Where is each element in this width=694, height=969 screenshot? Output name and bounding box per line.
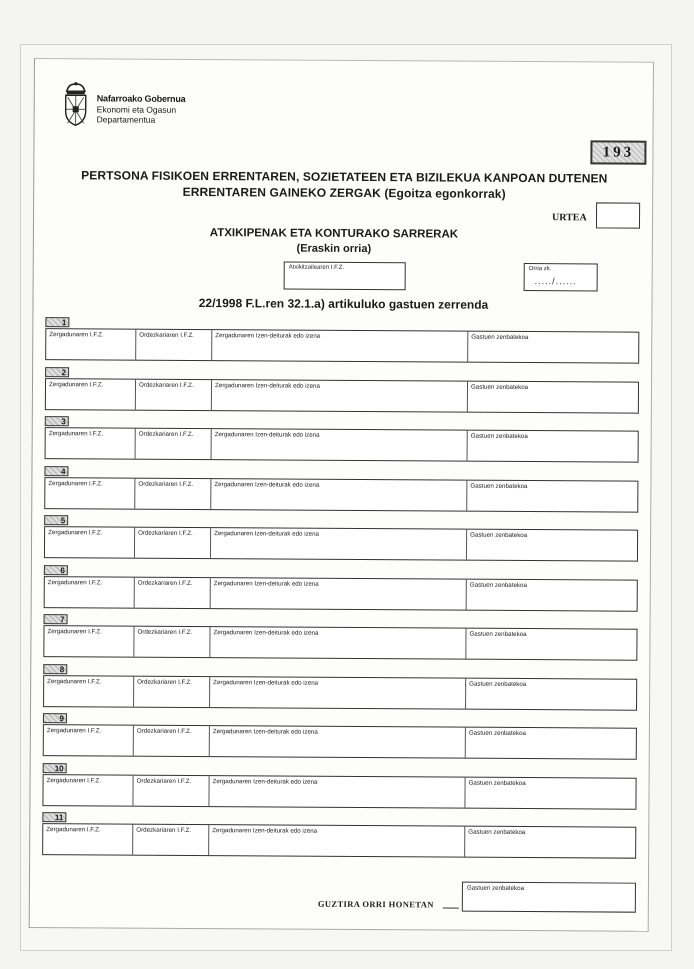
row-cell-label: Ordezkariaren I.F.Z.	[139, 331, 195, 339]
row-cell-c1[interactable]	[45, 577, 135, 608]
org-dept-line-2: Departamentua	[96, 114, 156, 125]
section-title: ATXIKIPENAK ETA KONTURAKO SARRERAK	[209, 227, 459, 241]
row-cell-c3[interactable]	[212, 330, 468, 362]
row-cell-label: Zergadunaren I.F.Z.	[48, 381, 104, 389]
row-cell-c2[interactable]	[136, 429, 212, 459]
row-cell-label: Gastuen zenbatekoa	[468, 779, 526, 788]
total-leader-line	[443, 908, 459, 909]
form-title	[54, 167, 634, 203]
row-cell-label: Ordezkariaren I.F.Z.	[136, 826, 191, 834]
row-cell-label: Ordezkariaren I.F.Z.	[137, 579, 193, 587]
year-field[interactable]	[596, 202, 640, 228]
row-cell-c2[interactable]	[134, 677, 210, 707]
org-name: Nafarroako Gobernua	[96, 93, 186, 104]
year-label: URTEA	[552, 212, 587, 224]
row-cell-label: Ordezkariaren I.F.Z.	[138, 430, 194, 438]
expense-row	[45, 378, 639, 414]
sheet-number-label: Orria zk.	[528, 266, 552, 273]
row-number-tag: 2	[45, 367, 69, 377]
expense-list-title: 22/1998 F.L.ren 32.1.a) artikuluko gastuen zerrenda	[198, 296, 489, 312]
row-cell-c2[interactable]	[133, 776, 209, 806]
sheet-number-value: ...../......	[534, 276, 577, 287]
form-code-badge: 193	[590, 140, 646, 164]
row-cell-c1[interactable]	[45, 527, 135, 558]
expense-row	[43, 625, 637, 661]
row-cell-c4[interactable]	[468, 431, 639, 462]
navarra-coat-of-arms-icon	[61, 81, 91, 131]
row-cell-label: Gastuen zenbatekoa	[469, 630, 527, 639]
expense-row	[44, 526, 638, 562]
row-cell-label: Zergadunaren Izen-deiturak edo izena	[213, 679, 319, 687]
row-cell-label: Gastuen zenbatekoa	[468, 729, 527, 738]
row-cell-c1[interactable]	[46, 329, 136, 360]
row-cell-c2[interactable]	[135, 528, 211, 558]
row-number-tag: 3	[45, 416, 69, 426]
row-number-tag: 1	[45, 317, 69, 327]
row-cell-c1[interactable]	[44, 626, 134, 657]
expense-row	[45, 427, 639, 463]
row-cell-label: Zergadunaren I.F.Z.	[48, 529, 103, 537]
expense-row	[44, 576, 638, 612]
row-cell-c4[interactable]	[466, 629, 637, 660]
total-amount-label: Gastuen zenbatekoa	[466, 884, 525, 893]
row-number-tag: 4	[44, 466, 68, 476]
form-title-line-2: ERRENTAREN GAINEKO ZERGAK (Egoitza egonkorrak)	[182, 184, 506, 201]
row-cell-label: Zergadunaren Izen-deiturak edo izena	[213, 629, 319, 637]
row-cell-c2[interactable]	[134, 627, 210, 657]
row-cell-c2[interactable]	[134, 726, 210, 756]
row-cell-c3[interactable]	[211, 528, 467, 560]
row-cell-c2[interactable]	[136, 330, 212, 360]
row-cell-label: Gastuen zenbatekoa	[470, 383, 529, 392]
row-cell-c4[interactable]	[466, 728, 637, 759]
row-cell-c3[interactable]	[211, 578, 467, 610]
withholder-nif-field[interactable]	[284, 262, 406, 291]
org-department	[97, 104, 207, 125]
withholder-nif-label: Atxikitzailearen I.F.Z.	[288, 264, 345, 271]
row-cell-label: Ordezkariaren I.F.Z.	[138, 381, 194, 389]
row-cell-label: Gastuen zenbatekoa	[471, 333, 529, 342]
row-cell-label: Zergadunaren Izen-deiturak edo izena	[213, 580, 319, 588]
row-cell-c3[interactable]	[210, 677, 466, 709]
row-cell-label: Zergadunaren I.F.Z.	[48, 430, 104, 438]
total-amount-field[interactable]	[462, 882, 636, 913]
row-cell-label: Zergadunaren I.F.Z.	[46, 727, 102, 735]
row-cell-label: Zergadunaren Izen-deiturak edo izena	[212, 827, 318, 835]
row-cell-label: Gastuen zenbatekoa	[470, 531, 528, 540]
row-cell-label: Gastuen zenbatekoa	[468, 828, 526, 837]
row-cell-label: Zergadunaren Izen-deiturak edo izena	[214, 530, 320, 538]
sheet-number-field[interactable]	[524, 263, 598, 291]
row-cell-c4[interactable]	[466, 679, 637, 710]
row-cell-label: Zergadunaren I.F.Z.	[48, 480, 103, 488]
row-cell-c4[interactable]	[467, 481, 638, 512]
row-cell-c3[interactable]	[209, 776, 465, 808]
row-cell-c2[interactable]	[133, 825, 209, 855]
row-number-tag: 7	[44, 614, 68, 624]
row-cell-label: Ordezkariaren I.F.Z.	[138, 529, 193, 537]
row-cell-c1[interactable]	[43, 824, 133, 855]
row-number-tag: 8	[43, 664, 67, 674]
total-label: GUZTIRA ORRI HONETAN	[317, 898, 434, 910]
row-cell-label: Ordezkariaren I.F.Z.	[136, 727, 192, 735]
row-cell-c1[interactable]	[43, 775, 133, 806]
expense-row	[42, 774, 636, 810]
row-cell-label: Zergadunaren I.F.Z.	[49, 331, 104, 339]
section-subtitle: (Eraskin orria)	[296, 242, 372, 256]
row-number-tag: 10	[43, 763, 67, 773]
row-cell-c4[interactable]	[467, 530, 638, 561]
row-cell-c3[interactable]	[212, 429, 468, 461]
row-cell-c3[interactable]	[211, 479, 467, 511]
row-cell-label: Gastuen zenbatekoa	[470, 432, 528, 441]
row-cell-c2[interactable]	[135, 479, 211, 509]
tax-form-page	[29, 58, 654, 932]
row-cell-label: Zergadunaren Izen-deiturak edo izena	[214, 481, 320, 489]
row-cell-c4[interactable]	[467, 580, 638, 611]
expense-row	[43, 724, 637, 760]
row-cell-c3[interactable]	[210, 726, 466, 758]
row-cell-c3[interactable]	[209, 825, 465, 857]
row-cell-label: Zergadunaren I.F.Z.	[47, 628, 102, 636]
row-cell-c4[interactable]	[468, 332, 639, 363]
row-cell-c2[interactable]	[135, 578, 211, 608]
row-cell-label: Gastuen zenbatekoa	[470, 482, 528, 491]
row-cell-c3[interactable]	[210, 627, 466, 659]
row-cell-c4[interactable]	[468, 382, 639, 413]
row-cell-c4[interactable]	[465, 778, 636, 809]
row-cell-label: Gastuen zenbatekoa	[469, 680, 527, 689]
row-cell-c3[interactable]	[212, 380, 468, 412]
row-cell-label: Zergadunaren I.F.Z.	[46, 826, 101, 834]
row-cell-c1[interactable]	[44, 676, 134, 707]
row-number-tag: 6	[44, 565, 68, 575]
row-cell-label: Zergadunaren I.F.Z.	[47, 678, 102, 686]
row-cell-label: Gastuen zenbatekoa	[469, 581, 527, 590]
row-cell-label: Zergadunaren I.F.Z.	[47, 579, 103, 587]
row-cell-c1[interactable]	[46, 428, 136, 459]
row-cell-label: Ordezkariaren I.F.Z.	[137, 628, 193, 636]
row-cell-label: Zergadunaren Izen-deiturak edo izena	[212, 778, 318, 786]
org-dept-line-1: Ekonomi eta Ogasun	[96, 104, 177, 115]
row-number-tag: 9	[43, 713, 67, 723]
row-cell-label: Zergadunaren Izen-deiturak edo izena	[212, 728, 318, 736]
form-title-line-1: PERTSONA FISIKOEN ERRENTAREN, SOZIETATEEN ETA BIZILEKUA KANPOAN DUTENEN	[81, 168, 608, 186]
row-cell-label: Zergadunaren I.F.Z.	[46, 777, 101, 785]
row-cell-label: Ordezkariaren I.F.Z.	[137, 678, 192, 686]
row-cell-label: Zergadunaren Izen-deiturak edo izena	[214, 431, 320, 439]
expense-row	[42, 823, 636, 859]
row-cell-label: Ordezkariaren I.F.Z.	[138, 480, 194, 488]
row-number-tag: 11	[42, 812, 66, 822]
expense-row	[44, 477, 638, 513]
expense-row	[45, 328, 639, 364]
expense-row	[43, 675, 637, 711]
row-cell-c4[interactable]	[465, 827, 636, 858]
row-number-tag: 5	[44, 515, 68, 525]
row-cell-label: Ordezkariaren I.F.Z.	[136, 777, 192, 785]
row-cell-c1[interactable]	[45, 478, 135, 509]
row-cell-c1[interactable]	[44, 725, 134, 756]
row-cell-c2[interactable]	[136, 380, 212, 410]
row-cell-c1[interactable]	[46, 379, 136, 410]
row-cell-label: Zergadunaren Izen-deiturak edo izena	[214, 382, 320, 390]
row-cell-label: Zergadunaren Izen-deiturak edo izena	[215, 332, 321, 340]
